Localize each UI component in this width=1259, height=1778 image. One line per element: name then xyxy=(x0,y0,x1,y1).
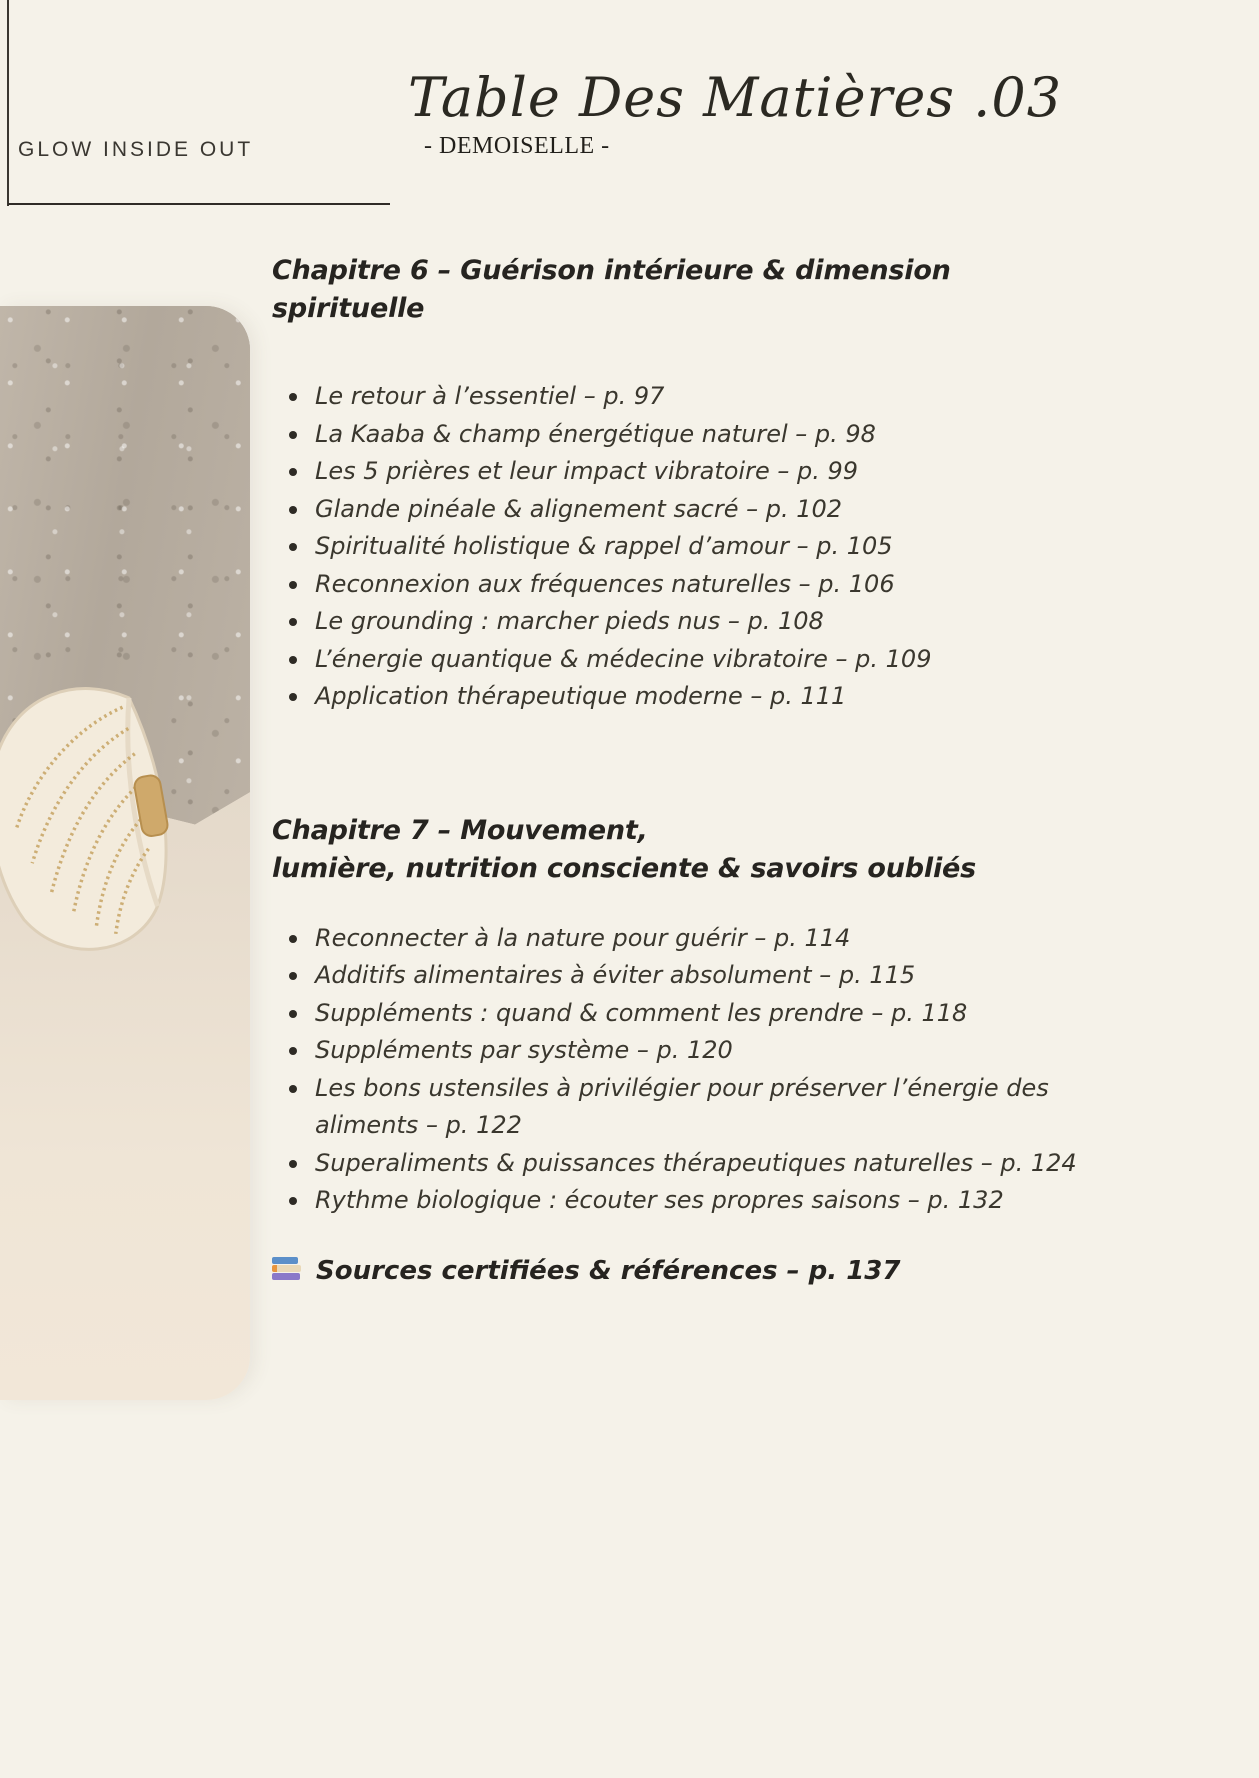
bullet-icon xyxy=(289,543,297,551)
bullet-icon xyxy=(289,618,297,626)
toc-item-text: La Kaaba & champ énergétique naturel – p. 98 xyxy=(315,419,876,448)
bullet-icon xyxy=(289,656,297,664)
toc-item-text: Reconnecter à la nature pour guérir – p. 114 xyxy=(315,923,851,952)
bullet-icon xyxy=(289,693,297,701)
toc-item xyxy=(272,1145,1082,1183)
toc-item-text: L’énergie quantique & médecine vibratoire – p. 109 xyxy=(315,644,932,673)
bullet-icon xyxy=(289,1047,297,1055)
chapter-7-heading-line-2: lumière, nutrition consciente & savoirs oubliés xyxy=(272,852,976,884)
bullet-icon xyxy=(289,972,297,980)
toc-item xyxy=(272,1182,1082,1220)
bullet-icon xyxy=(289,393,297,401)
toc-item xyxy=(272,957,1082,995)
brand-logo: GLOW INSIDE OUT xyxy=(18,138,254,161)
bullet-icon xyxy=(289,1010,297,1018)
toc-item xyxy=(272,1032,1082,1070)
bullet-icon xyxy=(289,581,297,589)
toc-item xyxy=(272,453,1082,491)
chapter-6-list xyxy=(272,378,1082,716)
toc-item xyxy=(272,920,1082,958)
chapter-7-heading xyxy=(272,812,1082,888)
toc-item-text: Glande pinéale & alignement sacré – p. 102 xyxy=(315,494,843,523)
toc-item xyxy=(272,641,1082,679)
chapter-6-heading: Chapitre 6 – Guérison intérieure & dimension spirituelle xyxy=(272,255,951,324)
page-edge-line xyxy=(7,0,9,206)
toc-item xyxy=(272,491,1082,529)
toc-item xyxy=(272,378,1082,416)
toc-item-text: Suppléments : quand & comment les prendre – p. 118 xyxy=(315,998,968,1027)
bullet-icon xyxy=(289,431,297,439)
header-rule xyxy=(8,203,390,205)
toc-item-text: Spiritualité holistique & rappel d’amour – p. 105 xyxy=(315,532,893,560)
toc-item xyxy=(272,603,1082,641)
bullet-icon xyxy=(289,1197,297,1205)
decor-photo xyxy=(0,306,250,1400)
toc-item-text: Rythme biologique : écouter ses propres saisons – p. 132 xyxy=(315,1186,1004,1214)
toc-item-text: Les bons ustensiles à privilégier pour préserver l’énergie des aliments – p. 122 xyxy=(315,1073,1049,1139)
toc-item-text: Superaliments & puissances thérapeutiques naturelles – p. 124 xyxy=(315,1148,1077,1177)
bullet-icon xyxy=(289,935,297,943)
page-subtitle: - DEMOISELLE - xyxy=(424,133,610,159)
toc-item-text: Application thérapeutique moderne – p. 111 xyxy=(315,682,847,710)
toc-item-text: Le grounding : marcher pieds nus – p. 108 xyxy=(315,607,824,635)
toc-item xyxy=(272,528,1082,566)
toc-content xyxy=(272,252,1082,1286)
toc-item xyxy=(272,566,1082,604)
bullet-icon xyxy=(289,1085,297,1093)
toc-item-text: Le retour à l’essentiel – p. 97 xyxy=(315,382,665,410)
bullet-icon xyxy=(289,468,297,476)
chapter-7-heading-line-1: Chapitre 7 – Mouvement, xyxy=(272,814,648,846)
chapter-7-list xyxy=(272,920,1082,1220)
bullet-icon xyxy=(289,1160,297,1168)
toc-item xyxy=(272,416,1082,454)
toc-item xyxy=(272,1070,1082,1145)
page-title: Table Des Matières .03 xyxy=(408,66,1063,129)
toc-item-text: Suppléments par système – p. 120 xyxy=(315,1036,733,1064)
toc-item-text: Additifs alimentaires à éviter absolument – p. 115 xyxy=(315,961,916,989)
sources-text: Sources certifiées & références – p. 137 xyxy=(316,1255,901,1286)
books-icon xyxy=(272,1257,304,1284)
toc-item xyxy=(272,678,1082,716)
toc-item-text: Les 5 prières et leur impact vibratoire – p. 99 xyxy=(315,457,858,485)
bullet-icon xyxy=(289,506,297,514)
toc-item xyxy=(272,995,1082,1033)
shell-icon xyxy=(0,668,182,978)
toc-item-text: Reconnexion aux fréquences naturelles – p. 106 xyxy=(315,569,895,598)
sources-line xyxy=(272,1256,1082,1286)
